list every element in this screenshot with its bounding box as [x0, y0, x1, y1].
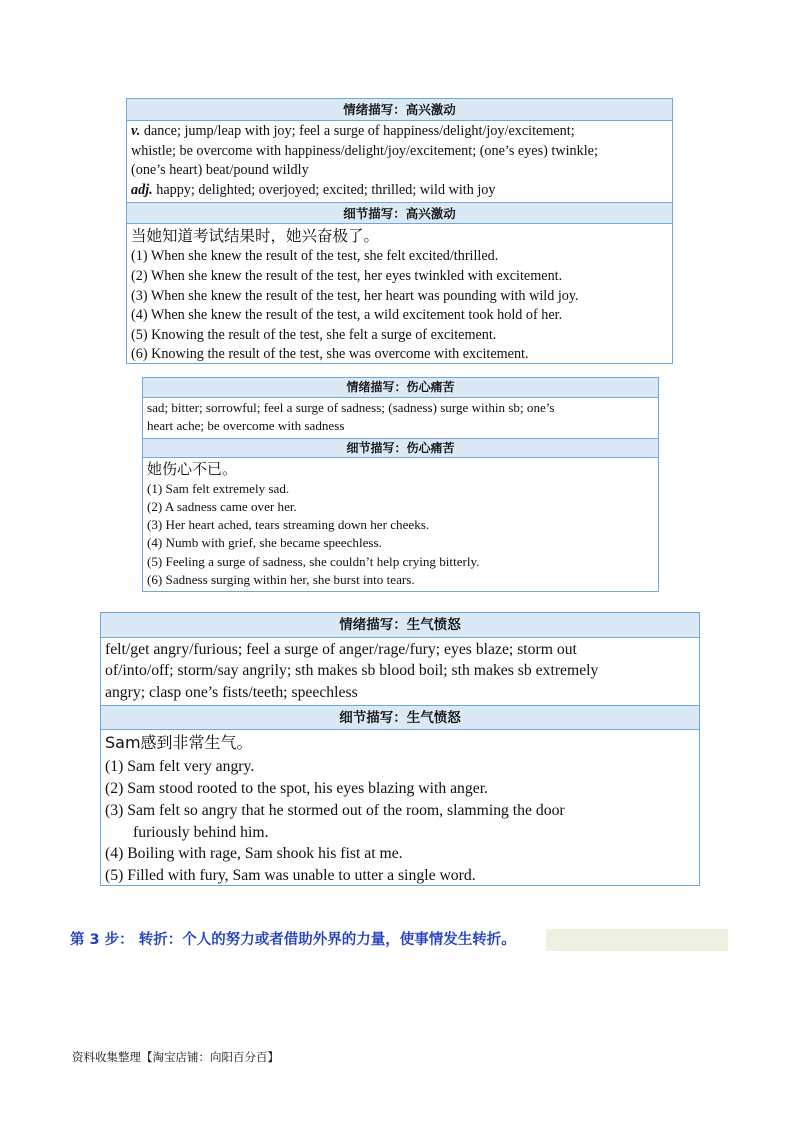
step-heading-text: 第 3 步： 转折：个人的努力或者借助外界的力量，使事情发生转折。	[70, 932, 516, 948]
list-item: (1) When she knew the result of the test, she felt excited/thrilled.	[131, 248, 499, 265]
chinese-sentence: 当她知道考试结果时，她兴奋极了。	[131, 227, 380, 246]
table-header-emotion-angry: 情绪描写：生气愤怒	[101, 613, 699, 638]
list-item: (6) Sadness surging within her, she burst into tears.	[147, 572, 415, 588]
detail-sentences-angry	[101, 730, 699, 889]
list-item: (6) Knowing the result of the test, she was overcome with excitement.	[131, 346, 529, 363]
list-item: (5) Feeling a surge of sadness, she couldn’t help crying bitterly.	[147, 553, 480, 569]
list-item: (4) Numb with grief, she became speechless.	[147, 535, 382, 551]
emotion-table-angry	[100, 612, 700, 886]
list-item: (3) Her heart ached, tears streaming down her cheeks.	[147, 517, 430, 533]
step-heading	[70, 929, 728, 951]
list-item: (3) When she knew the result of the test, her heart was pounding with wild joy.	[131, 287, 579, 304]
table-header-emotion-happy: 情绪描写：高兴激动	[127, 99, 672, 121]
list-item: (4) When she knew the result of the test, a wild excitement took hold of her.	[131, 307, 563, 324]
table-header-detail-angry: 细节描写：生气愤怒	[101, 705, 699, 730]
list-item-continuation: furiously behind him.	[133, 823, 269, 841]
emotion-table-happy	[126, 98, 673, 364]
list-item: (3) Sam felt so angry that he stormed out of the room, slamming the door	[105, 801, 565, 819]
detail-sentences-sad	[143, 458, 658, 592]
table-header-emotion-sad: 情绪描写：伤心痛苦	[143, 378, 658, 398]
chinese-sentence: 她伤心不已。	[147, 459, 238, 478]
list-item: (2) A sadness came over her.	[147, 498, 297, 514]
emotion-words-happy: v. dance; jump/leap with joy; feel a surge of happiness/delight/joy/excitement; whistle; be overcome with happiness/delight/joy/excitement; (one’s eyes) twinkle; (one’s heart) beat/pound wildly adj. happy; delighted; overjoyed; excited; thrilled; wild with joy	[131, 123, 598, 198]
emotion-table-sad	[142, 377, 659, 592]
list-item: (1) Sam felt extremely sad.	[147, 480, 290, 496]
list-item: (1) Sam felt very angry.	[105, 758, 255, 776]
page-footer: 资料收集整理【淘宝店铺：向阳百分百】	[72, 1050, 279, 1064]
table-header-detail-sad: 细节描写：伤心痛苦	[143, 438, 658, 458]
emotion-words-angry: felt/get angry/furious; feel a surge of anger/rage/fury; eyes blaze; storm out of/into/off; storm/say angrily; sth makes sb blood boil; sth makes sb extremely angry; clasp one’s fists/teeth; speechless	[105, 641, 599, 701]
list-item: (4) Boiling with rage, Sam shook his fist at me.	[105, 845, 403, 863]
chinese-sentence: Sam感到非常生气。	[105, 733, 253, 753]
list-item: (2) Sam stood rooted to the spot, his eyes blazing with anger.	[105, 780, 488, 798]
list-item: (2) When she knew the result of the test, her eyes twinkled with excitement.	[131, 267, 563, 284]
highlight-bar	[546, 929, 728, 951]
emotion-words-sad: sad; bitter; sorrowful; feel a surge of sadness; (sadness) surge within sb; one’s heart ache; be overcome with sadness	[147, 400, 555, 434]
list-item: (5) Filled with fury, Sam was unable to utter a single word.	[105, 867, 476, 885]
list-item: (5) Knowing the result of the test, she felt a surge of excitement.	[131, 326, 497, 343]
table-header-detail-happy: 细节描写：高兴激动	[127, 202, 672, 224]
detail-sentences-happy	[127, 224, 672, 367]
